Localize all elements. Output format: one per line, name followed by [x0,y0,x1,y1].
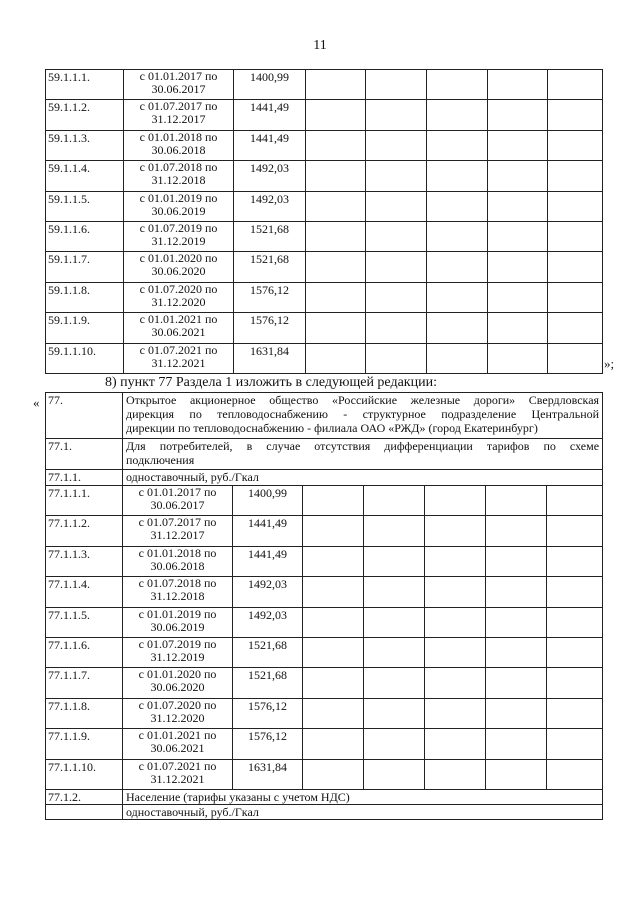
period-start: с 01.01.2019 по [139,190,218,205]
empty-cell [547,668,603,698]
period-end: 30.06.2020 [151,264,206,279]
opening-quote-mark: « [33,395,40,410]
empty-cell [366,191,427,221]
row-tariff-value: 1400,99 [233,486,303,516]
empty-cell [425,637,486,667]
consumer-line-2: подключения [126,453,195,467]
period-end: 31.12.2019 [151,233,206,248]
empty-cell [306,313,366,343]
period-start: с 01.01.2018 по [139,129,218,144]
empty-cell [306,252,366,282]
organization-row [46,393,603,439]
empty-cell [303,698,364,728]
row-code: 77.1.1.4. [46,577,123,607]
empty-cell [364,577,425,607]
empty-cell [427,343,488,373]
row-period [123,698,233,728]
empty-cell [364,729,425,759]
period-end: 31.12.2020 [150,710,205,725]
row-code: 59.1.1.7. [46,252,124,282]
empty-cell [486,486,547,516]
table-row [46,516,603,546]
empty-cell [364,759,425,789]
empty-cell [486,698,547,728]
population-rate-label: одноставочный, руб./Гкал [123,804,603,819]
empty-cell [364,516,425,546]
table-row [46,191,603,221]
row-period [124,282,234,312]
row-code: 59.1.1.2. [46,100,124,130]
table-row [46,313,603,343]
empty-cell [427,282,488,312]
period-end: 31.12.2020 [151,294,206,309]
empty-cell [427,313,488,343]
empty-cell [427,221,488,251]
population-label: Население (тарифы указаны с учетом НДС) [123,789,603,804]
empty-cell [427,100,488,130]
row-code: 77.1.1.2. [46,516,123,546]
period-start: с 01.07.2018 по [139,160,218,175]
row-period [124,191,234,221]
row-period [123,546,233,576]
period-start: с 01.07.2019 по [138,636,217,651]
empty-cell [548,221,603,251]
empty-cell [366,70,427,100]
population-row [46,789,603,804]
period-end: 31.12.2021 [150,771,205,786]
row-code: 59.1.1.10. [46,343,124,373]
table-row [46,100,603,130]
amendment-instruction: 8) пункт 77 Раздела 1 изложить в следующей редакции: [105,375,437,390]
row-code: 59.1.1.9. [46,313,124,343]
empty-cell [547,577,603,607]
empty-cell [427,161,488,191]
empty-cell [306,70,366,100]
period-start: с 01.07.2021 по [139,342,218,357]
empty-cell [548,100,603,130]
empty-cell [488,313,548,343]
empty-cell [303,759,364,789]
empty-cell [547,637,603,667]
row-code: 59.1.1.1. [46,70,124,100]
row-code: 59.1.1.6. [46,221,124,251]
empty-cell [303,668,364,698]
empty-cell [548,343,603,373]
period-start: с 01.01.2020 по [138,667,217,682]
row-period [123,577,233,607]
population-code: 77.1.2. [46,789,123,804]
empty-cell [486,607,547,637]
empty-cell [306,161,366,191]
row-tariff-value: 1521,68 [234,252,306,282]
row-tariff-value: 1631,84 [234,343,306,373]
table-row [46,637,603,667]
empty-cell [488,130,548,160]
consumer-group-code: 77.1. [46,439,123,470]
rate-type-code: 77.1.1. [46,470,123,486]
empty-cell [488,70,548,100]
consumer-line-1: Для потребителей, в случае отсутствия дифференциации тарифов по схеме [126,439,600,453]
empty-cell [303,486,364,516]
empty-cell [486,516,547,546]
table-row [46,70,603,100]
empty-cell [306,191,366,221]
tariff-table-59 [45,69,603,374]
row-period [123,729,233,759]
period-start: с 01.07.2018 по [138,576,217,591]
rate-type-label: одноставочный, руб./Гкал [123,470,603,486]
empty-cell [548,313,603,343]
table-row [46,668,603,698]
period-start: с 01.07.2020 по [138,697,217,712]
period-start: с 01.07.2020 по [139,281,218,296]
org-description [123,393,603,439]
empty-cell [425,516,486,546]
empty-cell [486,546,547,576]
table-row [46,221,603,251]
row-period [124,221,234,251]
empty-cell [547,698,603,728]
row-period [124,70,234,100]
empty-cell [364,668,425,698]
empty-cell [547,729,603,759]
empty-cell [364,607,425,637]
table-row [46,130,603,160]
empty-cell [425,577,486,607]
consumer-group-row [46,439,603,470]
period-start: с 01.01.2017 по [139,69,218,83]
empty-cell [427,252,488,282]
row-tariff-value: 1576,12 [233,698,303,728]
period-start: с 01.07.2021 по [138,758,217,773]
row-tariff-value: 1441,49 [233,516,303,546]
period-start: с 01.01.2019 по [138,606,217,621]
row-code: 77.1.1.9. [46,729,123,759]
empty-cell [427,70,488,100]
period-start: с 01.01.2018 по [138,545,217,560]
table-row [46,577,603,607]
period-start: с 01.01.2021 по [139,312,218,327]
row-tariff-value: 1492,03 [234,191,306,221]
row-tariff-value: 1576,12 [234,313,306,343]
tariff-table-77 [45,392,603,820]
row-tariff-value: 1576,12 [234,282,306,312]
empty-cell [425,698,486,728]
period-start: с 01.01.2017 по [138,485,217,499]
empty-cell [364,486,425,516]
period-start: с 01.07.2017 по [139,99,218,114]
empty-cell [547,546,603,576]
period-end: 30.06.2017 [150,498,205,512]
page-number: 11 [313,38,327,53]
empty-cell [427,191,488,221]
period-end: 30.06.2020 [150,680,205,695]
consumer-group-description [123,439,603,470]
table-row [46,759,603,789]
empty-cell [303,516,364,546]
period-end: 30.06.2018 [151,142,206,157]
row-period [124,252,234,282]
empty-cell [488,191,548,221]
empty-cell [364,637,425,667]
org-line-1: Открытое акционерное общество «Российские железные дороги» Свердловская [126,393,600,407]
row-tariff-value: 1631,84 [233,759,303,789]
empty-cell [366,161,427,191]
table-row [46,698,603,728]
empty-cell [425,759,486,789]
row-tariff-value: 1521,68 [234,221,306,251]
row-period [124,100,234,130]
row-code: 77.1.1.6. [46,637,123,667]
empty-cell [488,221,548,251]
empty-cell [548,161,603,191]
empty-cell [366,313,427,343]
empty-cell [486,637,547,667]
row-period [123,668,233,698]
empty-cell [303,729,364,759]
period-end: 31.12.2018 [151,173,206,188]
empty-cell [486,668,547,698]
row-period [124,130,234,160]
empty-cell [366,343,427,373]
population-rate-row [46,804,603,819]
empty-cell [425,729,486,759]
row-period [123,759,233,789]
row-code: 77.1.1.3. [46,546,123,576]
row-code: 77.1.1.8. [46,698,123,728]
empty-cell [425,607,486,637]
row-tariff-value: 1576,12 [233,729,303,759]
period-end: 30.06.2021 [150,741,205,756]
period-start: с 01.07.2019 по [139,220,218,235]
empty-cell [427,130,488,160]
period-end: 31.12.2017 [151,112,206,127]
period-end: 30.06.2017 [151,82,206,96]
period-start: с 01.07.2017 по [138,515,217,530]
period-end: 31.12.2021 [151,355,206,370]
table-row [46,252,603,282]
row-code: 77.1.1.5. [46,607,123,637]
row-code: 59.1.1.5. [46,191,124,221]
org-line-2: дирекция по тепловодоснабжению - структурное подразделение Центральной [126,407,600,421]
period-end: 30.06.2021 [151,325,206,340]
period-end: 31.12.2018 [150,589,205,604]
empty-cell [548,130,603,160]
row-period [124,343,234,373]
empty-cell [364,698,425,728]
row-code: 59.1.1.3. [46,130,124,160]
period-end: 30.06.2019 [151,203,206,218]
empty-cell [366,252,427,282]
table-row [46,486,603,516]
table-row [46,282,603,312]
empty-cell [486,577,547,607]
table-row [46,546,603,576]
empty-cell [306,100,366,130]
row-code: 77.1.1.7. [46,668,123,698]
empty-cell [303,607,364,637]
row-tariff-value: 1400,99 [234,70,306,100]
row-period [124,313,234,343]
empty-cell [303,577,364,607]
empty-cell [366,221,427,251]
empty-cell [425,668,486,698]
row-tariff-value: 1441,49 [234,130,306,160]
row-code: 59.1.1.4. [46,161,124,191]
empty-cell [547,486,603,516]
row-code: 77.1.1.1. [46,486,123,516]
period-end: 31.12.2017 [150,528,205,543]
row-tariff-value: 1521,68 [233,637,303,667]
rate-type-row [46,470,603,486]
empty-cell [488,343,548,373]
table-row [46,729,603,759]
row-period [124,161,234,191]
period-start: с 01.01.2020 по [139,251,218,266]
empty-cell [425,486,486,516]
empty-cell [488,100,548,130]
row-tariff-value: 1492,03 [233,577,303,607]
row-tariff-value: 1441,49 [233,546,303,576]
empty-cell [488,161,548,191]
closing-quote-mark: »; [604,356,615,371]
empty-cell [486,759,547,789]
empty-cell [488,252,548,282]
empty-cell [548,70,603,100]
empty-cell [366,130,427,160]
row-period [123,637,233,667]
empty-cell [366,100,427,130]
table-row [46,343,603,373]
row-period [123,607,233,637]
row-tariff-value: 1521,68 [233,668,303,698]
empty-cell [306,221,366,251]
empty-cell [486,729,547,759]
row-period [123,516,233,546]
empty-cell [547,759,603,789]
empty-cell [488,282,548,312]
empty-cell [548,252,603,282]
empty-cell [306,282,366,312]
empty-cell [306,343,366,373]
org-line-3: дирекции по тепловодоснабжению - филиала ОАО «РЖД» (город Екатеринбург) [126,421,538,435]
empty-cell [366,282,427,312]
table-row [46,607,603,637]
empty-cell [547,516,603,546]
period-end: 31.12.2019 [150,649,205,664]
row-period [123,486,233,516]
population-rate-code [46,804,123,819]
row-tariff-value: 1492,03 [234,161,306,191]
org-code: 77. [46,393,123,439]
period-end: 30.06.2019 [150,619,205,634]
empty-cell [548,282,603,312]
row-tariff-value: 1492,03 [233,607,303,637]
table-row [46,161,603,191]
period-end: 30.06.2018 [150,558,205,573]
row-code: 77.1.1.10. [46,759,123,789]
empty-cell [364,546,425,576]
empty-cell [303,546,364,576]
row-code: 59.1.1.8. [46,282,124,312]
row-tariff-value: 1441,49 [234,100,306,130]
empty-cell [303,637,364,667]
period-start: с 01.01.2021 по [138,728,217,743]
empty-cell [547,607,603,637]
empty-cell [306,130,366,160]
empty-cell [425,546,486,576]
empty-cell [548,191,603,221]
